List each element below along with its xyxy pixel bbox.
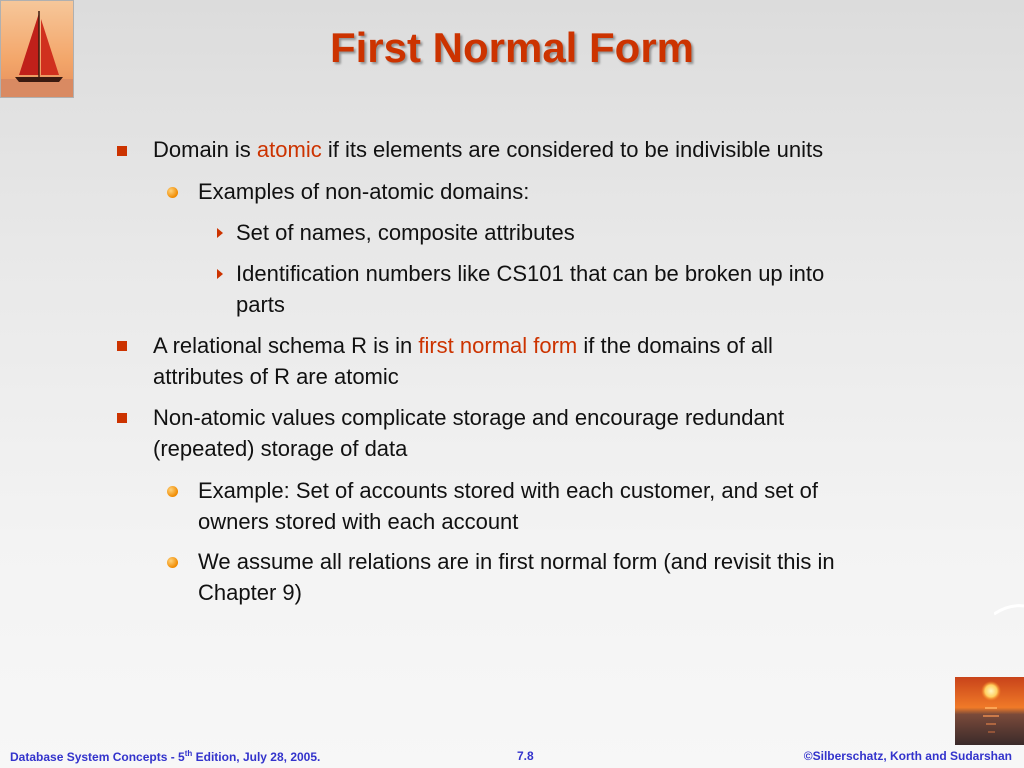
bullet-text: if its elements are considered to be indivisible units xyxy=(321,137,824,162)
square-bullet-icon xyxy=(117,413,127,423)
bullet-line xyxy=(153,330,773,361)
square-bullet-icon xyxy=(117,341,127,351)
highlight-term-first-normal-form: first normal form xyxy=(418,333,578,358)
bullet-identification-numbers xyxy=(236,258,824,320)
footer-text: Database System Concepts - 5 xyxy=(10,750,185,764)
round-bullet-icon xyxy=(167,187,178,198)
bullet-line: attributes of R are atomic xyxy=(153,364,399,389)
highlight-term-atomic: atomic xyxy=(256,137,322,162)
footer-page-number: 7.8 xyxy=(517,749,534,763)
bullet-line: Chapter 9) xyxy=(198,580,302,605)
bullet-text: if the domains of all xyxy=(577,333,773,358)
bullet-set-of-names: Set of names, composite attributes xyxy=(236,220,575,245)
arrow-bullet-icon xyxy=(217,228,223,238)
round-bullet-icon xyxy=(167,486,178,497)
slide-footer xyxy=(0,744,1024,768)
arrow-bullet-icon xyxy=(217,269,223,279)
bullet-atomic-domain xyxy=(153,134,823,165)
footer-copyright: ©Silberschatz, Korth and Sudarshan xyxy=(803,749,1012,763)
bullet-line: owners stored with each account xyxy=(198,509,519,534)
bullet-line: We assume all relations are in first normal form (and revisit this in xyxy=(198,549,835,574)
round-bullet-icon xyxy=(167,557,178,568)
bullet-accounts-example xyxy=(198,475,818,537)
bullet-line: (repeated) storage of data xyxy=(153,436,408,461)
bullet-line: parts xyxy=(236,292,285,317)
page-title: First Normal Form xyxy=(329,24,695,71)
footer-text: Edition, July 28, 2005. xyxy=(192,750,321,764)
swoosh-decoration-icon xyxy=(994,604,1024,616)
bullet-text: A relational schema R is in xyxy=(153,333,419,358)
bullet-non-atomic-examples: Examples of non-atomic domains: xyxy=(198,179,530,204)
ocean-sunset-icon xyxy=(955,677,1024,745)
bullet-line: Non-atomic values complicate storage and encourage redundant xyxy=(153,405,785,430)
bullet-non-atomic-values xyxy=(153,402,784,464)
bullet-text: Domain is xyxy=(153,137,257,162)
bullet-line: Identification numbers like CS101 that can be broken up into xyxy=(236,261,825,286)
bullet-first-normal-form xyxy=(153,330,773,392)
bullet-line: Example: Set of accounts stored with each customer, and set of xyxy=(198,478,818,503)
footer-superscript: th xyxy=(184,749,193,758)
bullet-assume-first-normal-form xyxy=(198,546,835,608)
footer-book-title xyxy=(10,749,320,764)
square-bullet-icon xyxy=(117,146,127,156)
